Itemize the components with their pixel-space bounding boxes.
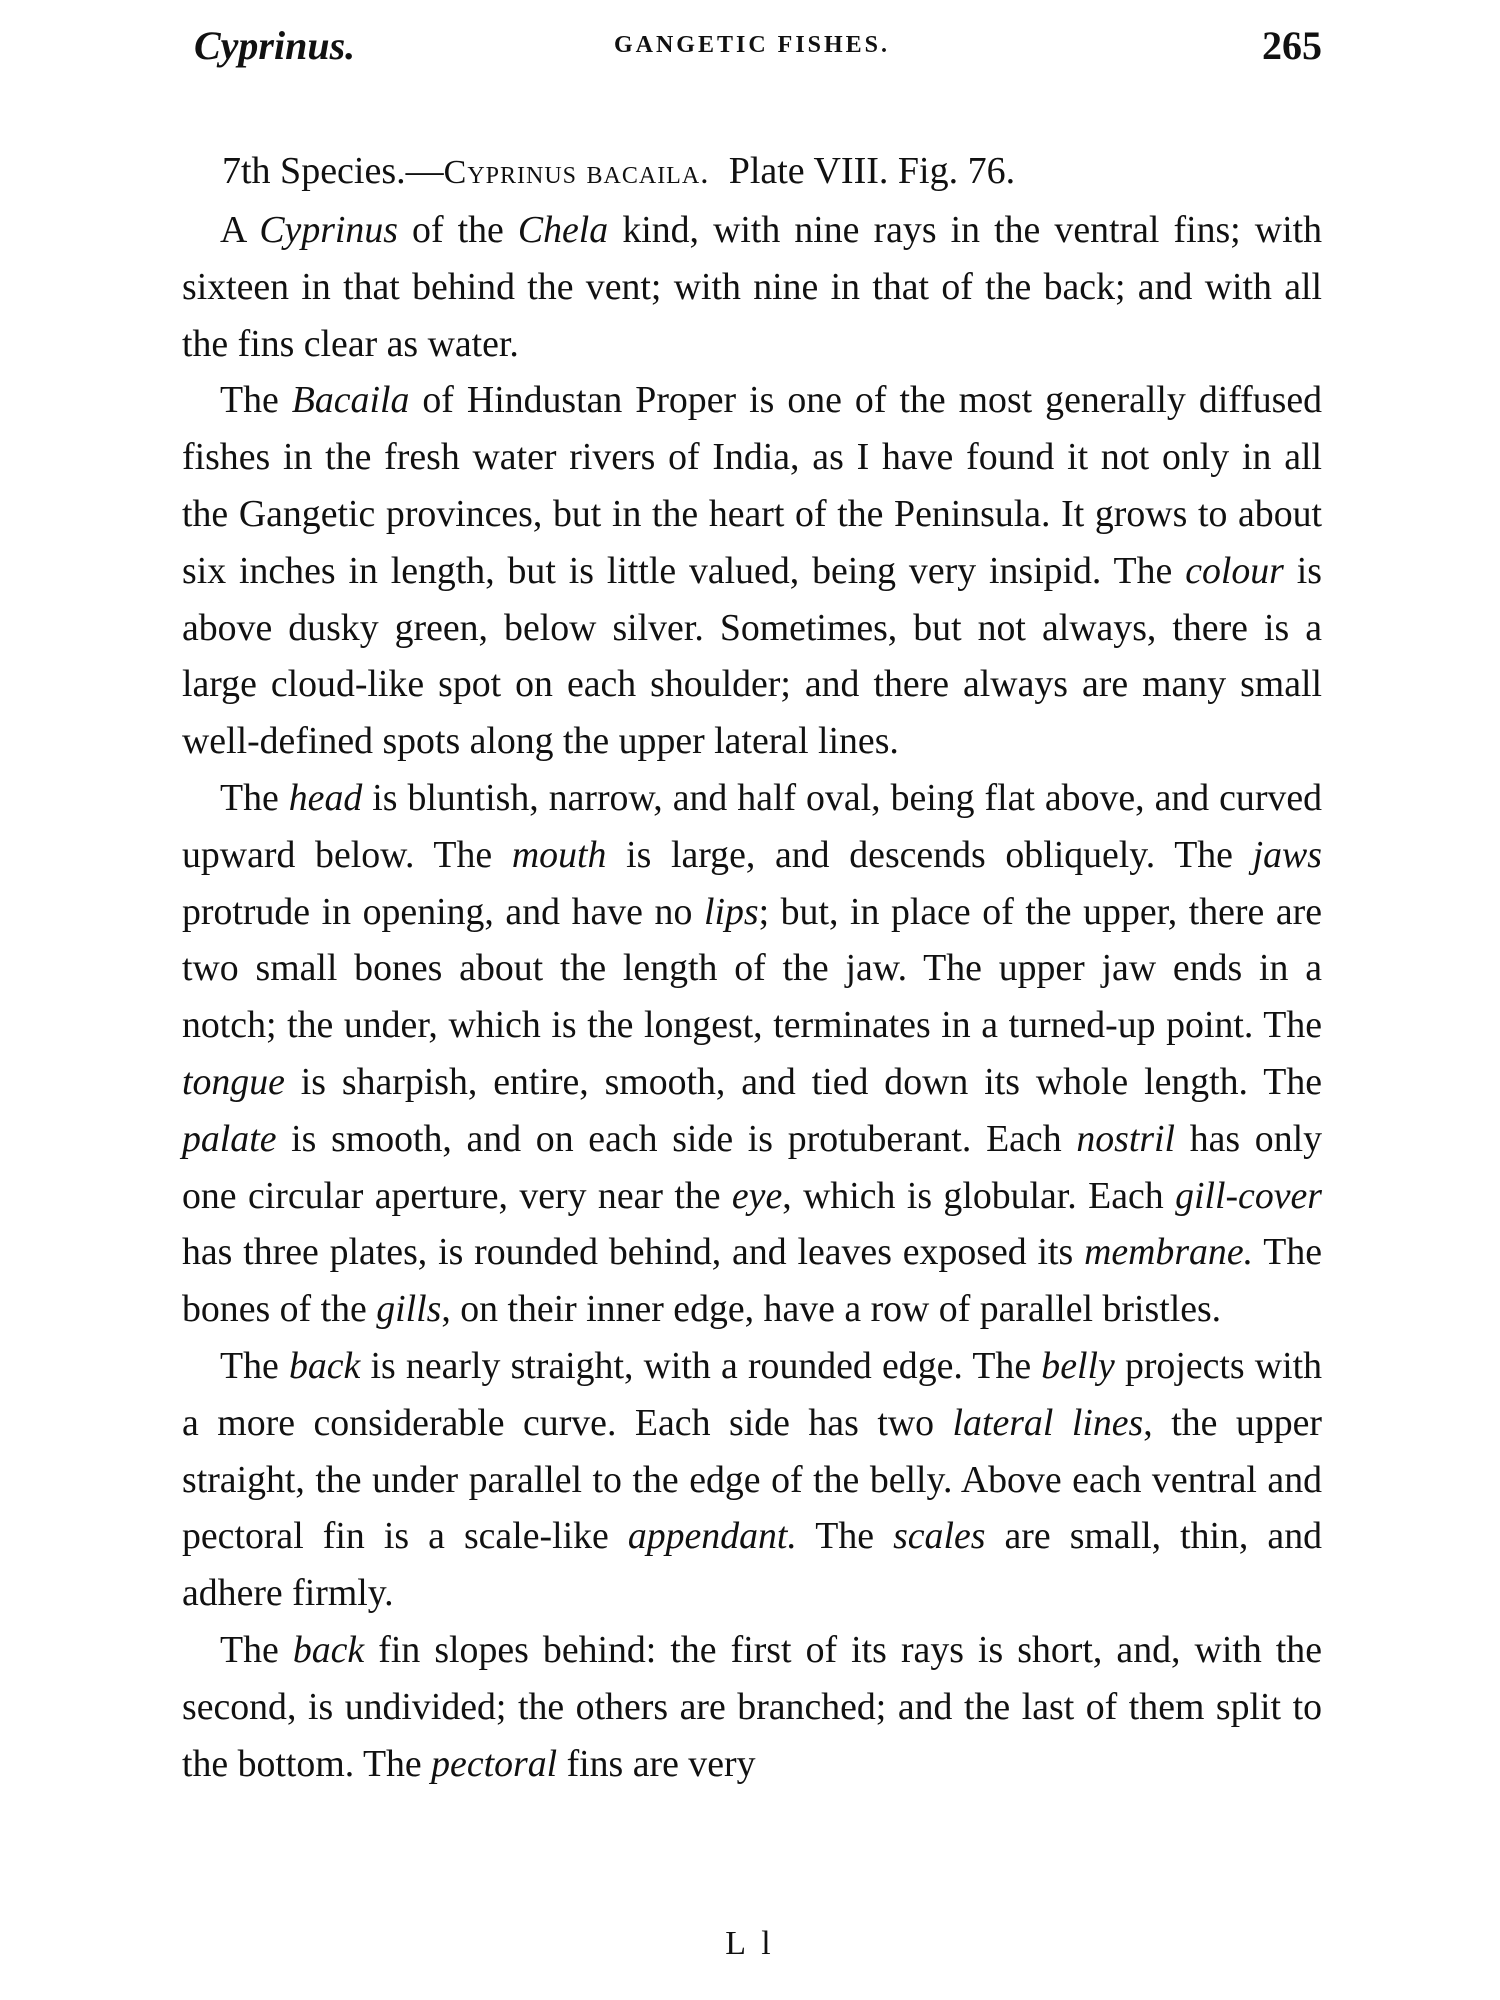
italic-term: pectoral	[431, 1742, 558, 1785]
text-run: The	[220, 1344, 289, 1387]
italic-term: gills	[376, 1288, 442, 1331]
italic-term: scales	[893, 1515, 986, 1558]
text-run: has only one circular aperture, very near the	[182, 1117, 1323, 1217]
page-number: 265	[1262, 23, 1322, 68]
paragraph	[182, 202, 1322, 372]
plate-reference: Plate VIII. Fig. 76.	[728, 150, 1016, 192]
text-run: is nearly straight, with a rounded edge. The	[360, 1344, 1042, 1387]
text-run: is large, and descends obliquely. The	[606, 833, 1253, 876]
running-head	[182, 22, 1322, 92]
italic-term: Bacaila	[291, 379, 410, 422]
text-run: , which is globular. Each	[782, 1174, 1176, 1217]
running-head-genus: Cyprinus.	[194, 23, 356, 68]
italic-term: head	[288, 776, 363, 819]
paragraph	[182, 1622, 1322, 1792]
species-name: Cyprinus bacaila.	[443, 154, 710, 191]
italic-term: membrane.	[1084, 1231, 1254, 1274]
paragraph	[182, 372, 1322, 770]
body-text-block	[182, 202, 1322, 1792]
text-run: are small, thin, and adhere firmly.	[182, 1515, 1322, 1615]
text-run: is bluntish, narrow, and half oval, being flat above, and curved upward below. The	[182, 776, 1322, 876]
text-run: of Hindustan Proper is one of the most generally diffused fishes in the fresh water rivers of India, as I have found it not only in all the Gangetic provinces, but in the heart of the Peninsula. It grows to about six inches in length, but is little valued, being very insipid. The	[182, 379, 1322, 592]
text-run: kind, with nine rays in the ventral fins; with sixteen in that behind the vent; with nine in that of the back; and with all the fins clear as water.	[182, 209, 1322, 365]
text-run: projects with a more considerable curve. Each side has two	[182, 1344, 1322, 1444]
species-heading	[182, 142, 1322, 202]
italic-term: jaws	[1252, 833, 1322, 876]
italic-term: gill-cover	[1175, 1174, 1322, 1217]
italic-term: nostril	[1076, 1117, 1176, 1160]
text-run: fin slopes behind: the first of its rays is short, and, with the second, is undivided; the others are branched; and the last of them split to the bottom. The	[182, 1628, 1322, 1785]
text-run: A	[220, 209, 260, 251]
species-prefix: 7th Species.—	[222, 150, 444, 192]
text-run: of the	[397, 209, 518, 251]
text-run: , on their inner edge, have a row of parallel bristles.	[441, 1288, 1222, 1331]
italic-term: tongue	[182, 1060, 285, 1103]
text-run: is smooth, and on each side is protuberant. Each	[276, 1117, 1077, 1160]
italic-term: mouth	[511, 833, 607, 876]
paragraph	[182, 1338, 1322, 1622]
text-run: is sharpish, entire, smooth, and tied down its whole length. The	[284, 1060, 1322, 1103]
book-page	[182, 22, 1322, 1982]
italic-term: palate	[182, 1117, 277, 1160]
text-run: The	[220, 379, 292, 422]
italic-term: lips	[703, 890, 759, 933]
text-run: fins are very	[557, 1742, 756, 1785]
italic-term: back	[288, 1344, 361, 1387]
text-run: is above dusky green, below silver. Sometimes, but not always, there is a large cloud-like spot on each shoulder; and there always are many small well-defined spots along the upper lateral lines.	[182, 549, 1322, 763]
italic-term: back	[292, 1628, 365, 1671]
italic-term: appendant.	[627, 1515, 797, 1558]
text-run: protrude in opening, and have no	[182, 890, 704, 933]
text-run: , the upper straight, the under parallel to the edge of the belly. Above each ventral and pectoral fin is a scale-like	[182, 1401, 1322, 1558]
italic-term: eye	[731, 1174, 783, 1217]
text-run: The	[220, 1628, 293, 1671]
text-run: The	[796, 1515, 894, 1558]
italic-term: Chela	[517, 209, 609, 251]
signature-mark: L l	[725, 1925, 775, 1962]
paragraph	[182, 770, 1322, 1338]
text-run: The	[220, 776, 289, 819]
text-run: ; but, in place of the upper, there are two small bones about the length of the jaw. The upper jaw ends in a notch; the under, which is the longest, terminates in a turned-up point. The	[182, 890, 1322, 1047]
running-head-title: GANGETIC FISHES.	[613, 32, 891, 58]
text-run: The bones of the	[182, 1231, 1322, 1331]
text-run: has three plates, is rounded behind, and leaves exposed its	[182, 1231, 1085, 1274]
italic-term: lateral lines	[952, 1401, 1144, 1444]
italic-term: belly	[1041, 1344, 1115, 1387]
italic-term: Cyprinus	[259, 209, 398, 251]
italic-term: colour	[1185, 549, 1284, 592]
